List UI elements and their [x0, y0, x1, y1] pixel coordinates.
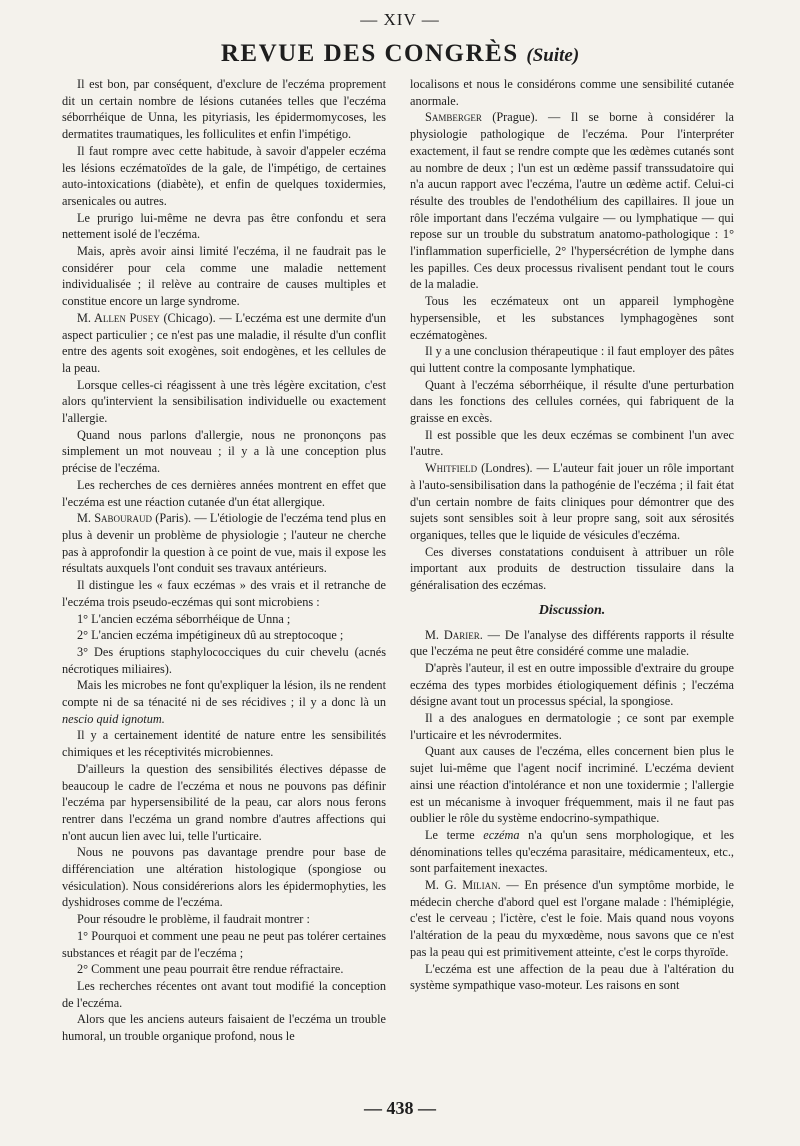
author-name: M. G. Milian. [425, 878, 501, 893]
paragraph: Les recherches de ces dernières années montrent en effet que l'eczéma est une réaction cutanée d'un état allergique. [62, 477, 386, 509]
left-column [62, 76, 386, 1045]
paragraph: Ces diverses constatations conduisent à attribuer un rôle important aux produits de destruction tissulaire dans la généralisation des eczémas. [410, 544, 734, 593]
paragraph: Le prurigo lui-même ne devra pas être confondu et sera nettement isolé de l'eczéma. [62, 210, 386, 242]
paragraph: Nous ne pouvons pas davantage prendre pour base de différenciation une altération histologique (spongiose ou vésiculation). Nous considérerions alors les épidermophyties, les dyshidroses comme de l'eczéma. [62, 845, 386, 910]
section-title-suite: (Suite) [526, 45, 580, 66]
paragraph: Mais, après avoir ainsi limité l'eczéma, il ne faudrait pas le considérer pour cela comme une maladie nettement individualisée ; il relève au contraire de causes multiples et constitue encore un large syndrome. [62, 244, 386, 309]
author-city: (Chicago). [159, 310, 216, 325]
list-item: 1° Pourquoi et comment une peau ne peut pas tolérer certaines substances et réagit par de l'eczéma ; [62, 928, 386, 960]
paragraph: Quant aux causes de l'eczéma, elles concernent bien plus le sujet lui-même que l'agent nocif incriminé. L'eczéma devient ainsi une réaction d'intolérance et non une toxidermie ; l'allergie est un mécanisme à invoquer fréquemment, mais il ne faut pas oublier le rôle du système endocrino-sympathique. [410, 744, 734, 826]
right-column [410, 76, 734, 994]
paragraph: L'eczéma est une affection de la peau due à l'altération du système sympathique vaso-moteur. Les raisons en sont [410, 961, 734, 993]
darier-report: M. Darier. — De l'analyse des différents rapports il résulte que l'eczéma ne peut être considéré comme une maladie. [410, 627, 734, 659]
samberger-report: Samberger (Prague). — Il se borne à considérer la physiologie pathologique de l'eczéma. Pour l'interpréter exactement, il faut se rendre compte que les œdèmes cutanés sont au nombre de deux ; l'un est un œdème passif transsudatoire qui n'a aucun rapport avec l'eczéma, l'autre un œdème actif. Celui-ci résulte des troubles de l'endothélium des capillaires. Il joue un rôle important dans l'eczéma vulgaire — ou lymphatique — qui repose sur un trouble du substratum anatomo-pathologique : 1° l'inflammation superficielle, 2° l'hypersécrétion de lymphe dans les papilles. Ces deux processus rivalisent pendant tout le cours de la maladie. [410, 110, 734, 292]
author-city: (Paris). [152, 511, 192, 526]
paragraph: Quand nous parlons d'allergie, nous ne prononçons pas simplement un mot nouveau ; il y a là une conception plus précise de l'eczéma. [62, 427, 386, 476]
paragraph: Tous les eczémateux ont un appareil lymphogène hypersensible, et les substances lymphagogènes sont eczématogènes. [410, 294, 734, 342]
paragraph: Lorsque celles-ci réagissent à une très légère excitation, c'est alors qu'intervient la sensibilisation individuelle ou exactement l'allergie. [62, 377, 386, 426]
paragraph: Il faut rompre avec cette habitude, à savoir d'appeler eczéma les lésions eczématoïdes de la gale, de l'impétigo, de certaines auto-intoxications (diabète), et enfin de quelques toxidermies, arsenicales ou autres. [62, 143, 386, 208]
section-title-main: REVUE DES CONGRÈS [220, 40, 519, 67]
author-city: (Prague). [481, 110, 538, 125]
list-item: 3° Des éruptions staphylococciques du cuir chevelu (acnés nécrotiques miliaires). [62, 644, 386, 676]
author-name: M. Allen Pusey [77, 310, 160, 325]
paragraph-continued: localisons et nous le considérons comme une sensibilité cutanée anormale. [410, 77, 734, 108]
pusey-report: M. Allen Pusey (Chicago). — L'eczéma est une dermite d'un aspect particulier ; ce n'est pas une maladie, il résulte d'un conflit entre des agents soit exogènes, soit endogènes, et les cellules de la peau. [62, 310, 386, 375]
paragraph: Il a des analogues en dermatologie ; ce sont par exemple l'urticaire et les névrodermites. [410, 711, 734, 742]
paragraph: D'après l'auteur, il est en outre impossible d'extraire du groupe eczéma des types morbides étiologiquement définis ; l'eczéma désigne avant tout un processus spécial, la spongiose. [410, 660, 734, 709]
section-title [0, 40, 800, 68]
paragraph: Le terme eczéma n'a qu'un sens morphologique, et les dénominations telles qu'eczéma parasitaire, médicamenteux, etc., sont parfaitement inexactes. [410, 827, 734, 876]
milian-report: M. G. Milian. — En présence d'un symptôme morbide, le médecin cherche d'abord quel est l'organe malade : l'hémiplégie, c'est le cerveau ; l'ictère, c'est le foie. Mais quand nous voyons l'altération de la peau du myxœdème, nous savons que ce n'est pas la peau qui est primitivement atteinte, c'est le corps thyroïde. [410, 878, 734, 959]
italic-term: eczéma [483, 827, 520, 842]
paragraph: Les recherches récentes ont avant tout modifié la conception de l'eczéma. [62, 978, 386, 1010]
author-city: (Londres). [477, 461, 533, 476]
paragraph: Il distingue les « faux eczémas » des vrais et il retranche de l'eczéma trois pseudo-eczémas qui sont microbiens : [62, 578, 386, 609]
paragraph: Il est possible que les deux eczémas se combinent l'un avec l'autre. [410, 427, 734, 459]
latin-phrase: nescio quid ignotum. [62, 711, 165, 726]
author-name: M. Darier. [425, 627, 483, 642]
list-item: 1° L'ancien eczéma séborrhéique de Unna ; [77, 611, 291, 626]
paragraph: Il y a une conclusion thérapeutique : il faut employer des pâtes qui luttent contre la composante lymphatique. [410, 344, 734, 375]
paragraph: D'ailleurs la question des sensibilités électives dépasse de beaucoup le cadre de l'eczéma et nous ne pouvons pas définir l'eczéma par hypersensibilité de la peau, car alors nous ferons rentrer dans l'eczéma un grand nombre d'autres affections qui n'ont aucun lien avec lui, telle l'urticaire. [62, 761, 386, 843]
paragraph: Quant à l'eczéma séborrhéique, il résulte d'une perturbation dans les fonctions des cellules cornées, qui fabriquent de la graisse en excès. [410, 377, 734, 426]
author-name: M. Sabouraud [77, 511, 153, 526]
author-name: Whitfield [425, 461, 478, 476]
page-number: — 438 — [364, 1098, 436, 1118]
paragraph: Il y a certainement identité de nature entre les sensibilités chimiques et les réceptivités microbiennes. [62, 728, 386, 760]
paragraph: Pour résoudre le problème, il faudrait montrer : [77, 912, 310, 927]
paragraph: Alors que les anciens auteurs faisaient de l'eczéma un trouble humoral, un trouble organique profond, nous le [62, 1012, 386, 1044]
paragraph: Mais les microbes ne font qu'expliquer la lésion, ils ne rendent compte ni de sa ténacité ni de ses récidives ; il y a donc là un nescio quid ignotum. [62, 678, 386, 726]
sabouraud-report: M. Sabouraud (Paris). — L'étiologie de l'eczéma tend plus en plus à devenir un problème de physiologie ; l'auteur ne cherche pas à approfondir la question à ce point de vue, mais il expose les résultats auxquels l'ont conduit ses travaux antérieurs. [62, 511, 386, 576]
page-roman-numeral: — XIV — [360, 10, 440, 29]
author-name: Samberger [425, 110, 482, 125]
discussion-heading: Discussion. [538, 602, 606, 618]
list-item: 2° Comment une peau pourrait être rendue réfractaire. [77, 962, 344, 977]
paragraph: Il est bon, par conséquent, d'exclure de l'eczéma proprement dit un certain nombre de lésions cutanées telles que l'eczéma séborrhéique de Unna, les pityriasis, les épidermomycoses, les dermatites traumatiques, les folliculites et enfin l'impétigo. [62, 77, 386, 142]
list-item: 2° L'ancien eczéma impétigineux dû au streptocoque ; [77, 628, 344, 643]
whitfield-report: Whitfield (Londres). — L'auteur fait jouer un rôle important à l'auto-sensibilisation dans la pathogénie de l'eczéma ; il fait état d'un certain nombre de faits cliniques pour démontrer que des sujets sont sensibles soit à leur propre sang, soit aux sérosités organiques, telles que le liquide de vésicules d'eczéma. [410, 461, 734, 542]
